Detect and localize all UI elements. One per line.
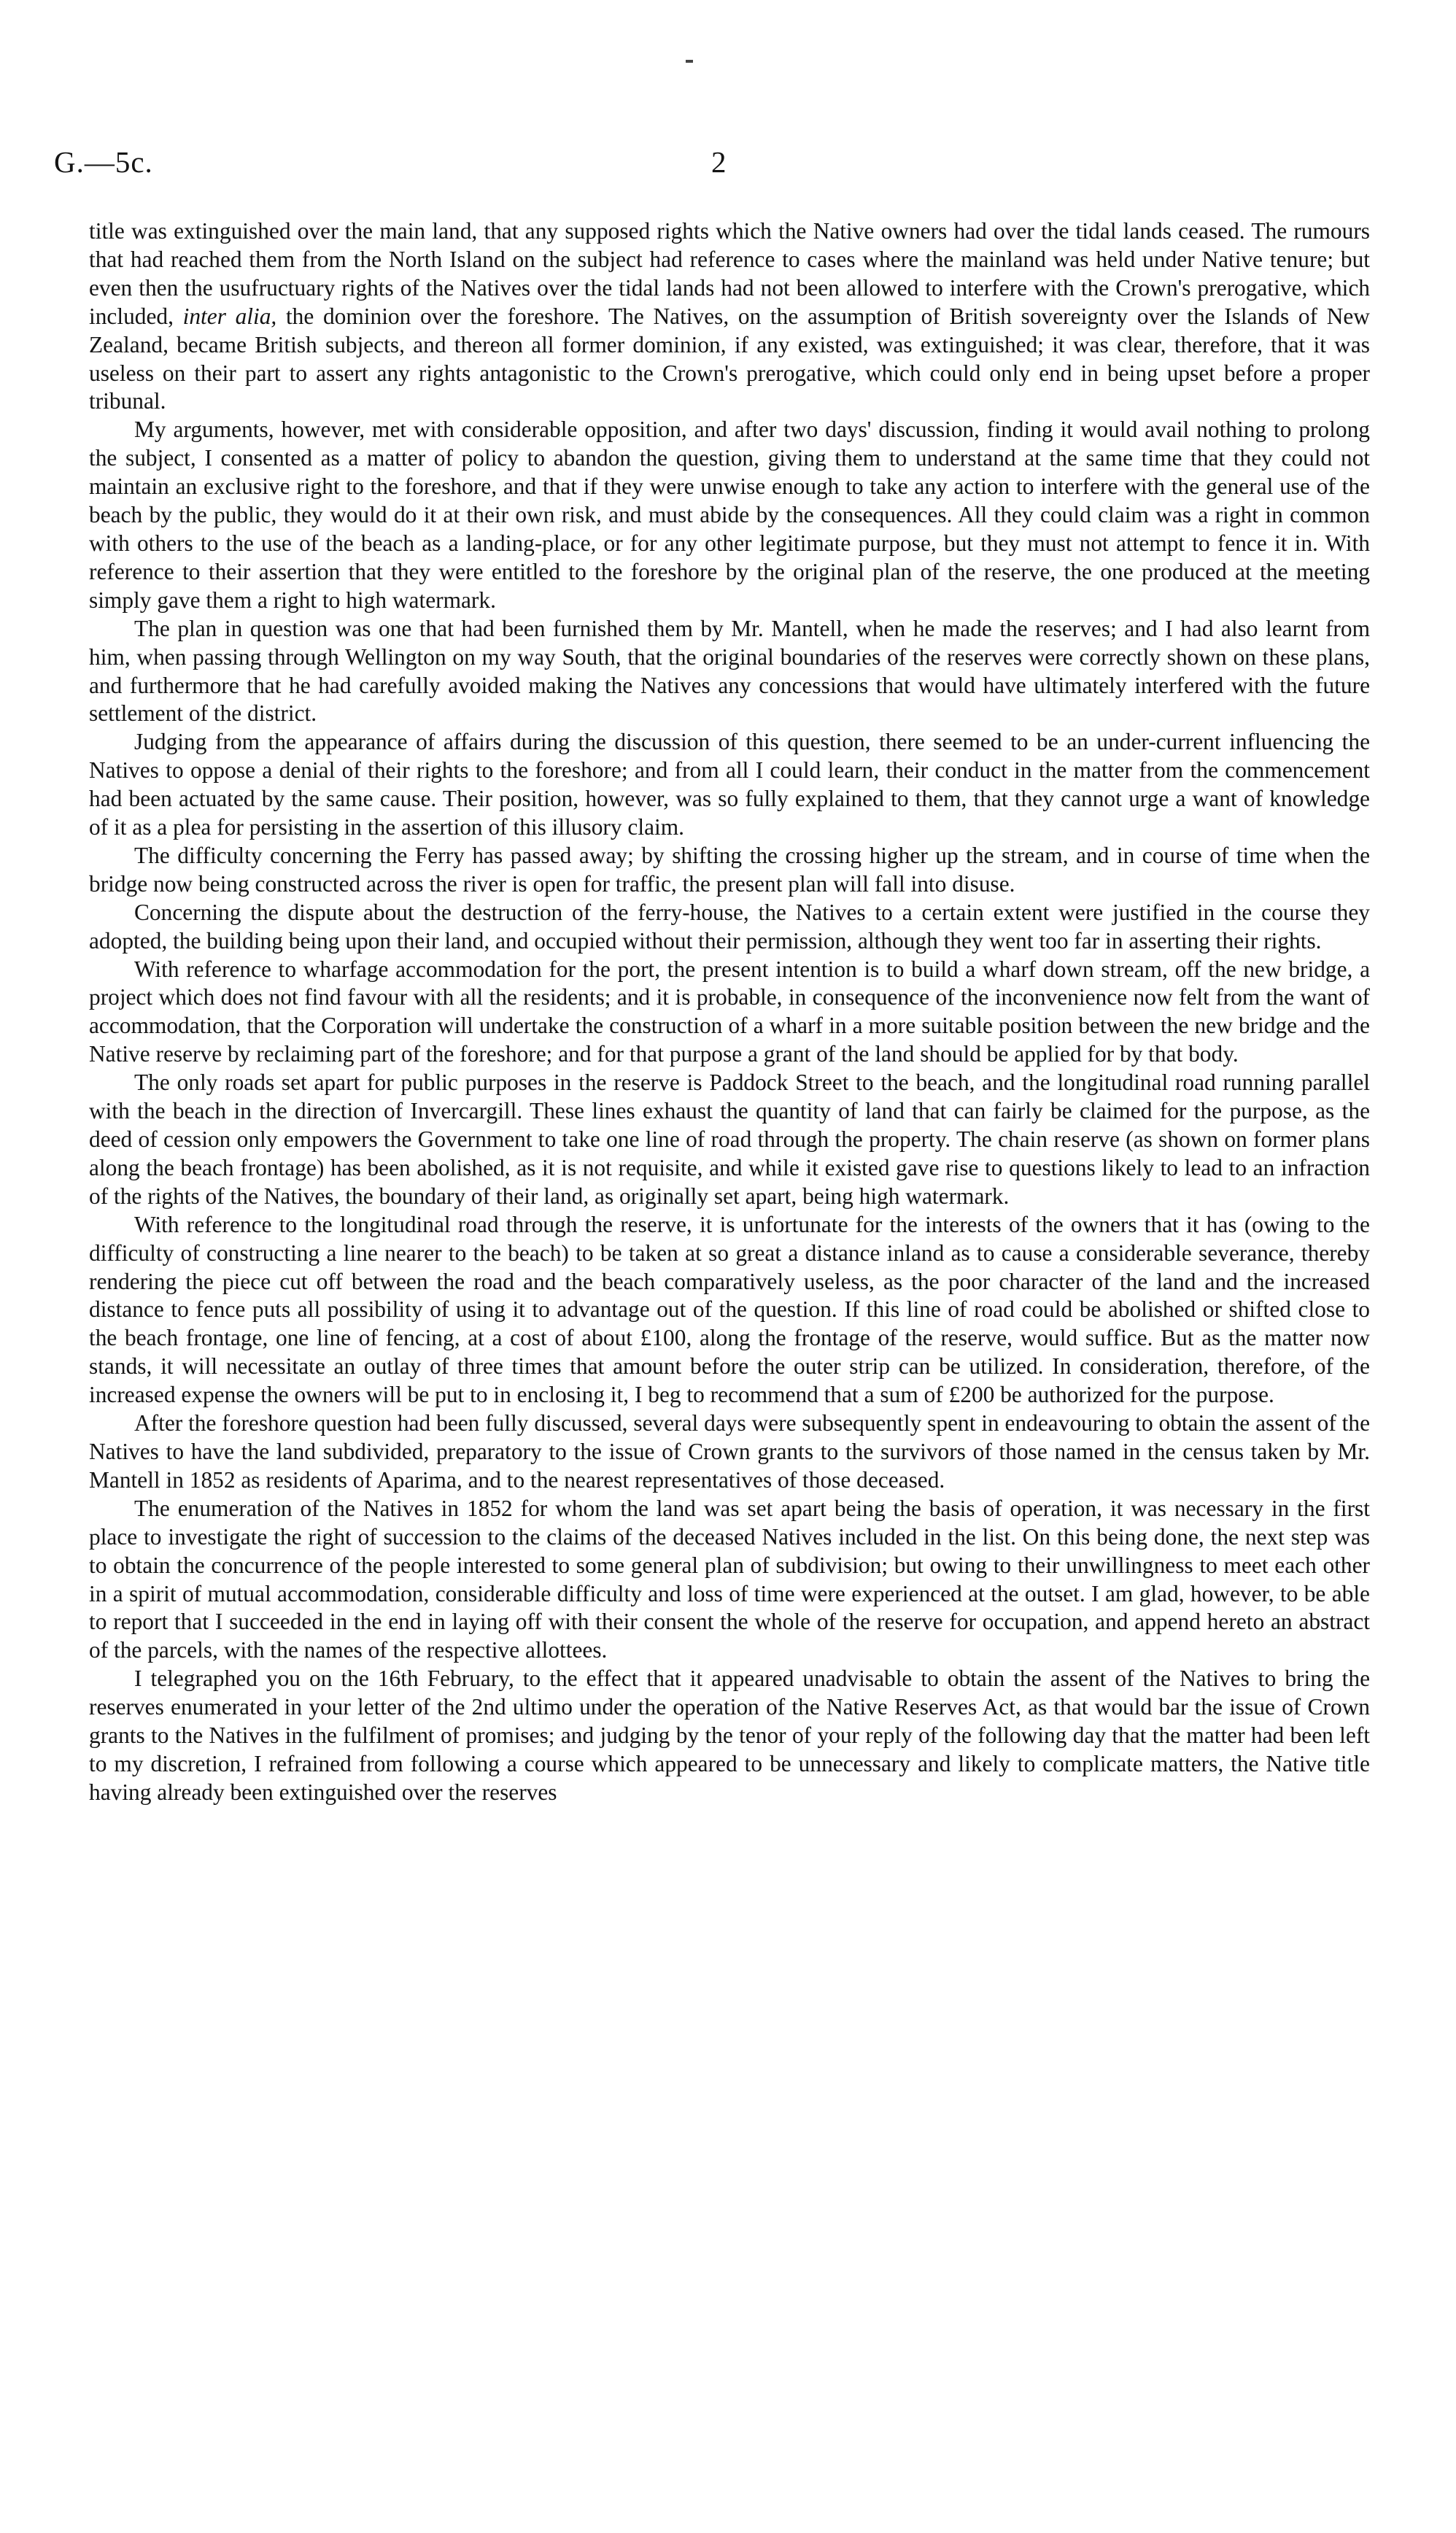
paragraph: Judging from the appearance of affairs during the discussion of this question, there seemed to be an under-current influencing the Natives to oppose a denial of their rights to the foreshore; and from all I could learn, their conduct in the matter from the commencement had been actuated by the same cause. Their position, however, was so fully explained to them, that they cannot urge a want of knowledge of it as a plea for persisting in the assertion of this illusory claim. (89, 729, 1370, 840)
paragraph-continuation: title was extinguished over the main land, that any supposed rights which the Native owners had over the tidal lands ceased. The rumours that had reached them from the North Island on the subject had reference to cases where the mainland was held under Native tenure; but even then the usufructuary rights of the Natives over the tidal lands had not been allowed to interfere with the Crown's prerogative, which included, inter alia, the dominion over the foreshore. The Natives, on the assumption of British sovereignty over the Islands of New Zealand, became British subjects, and thereon all former dominion, if any existed, was extinguished; it was clear, therefore, that it was useless on their part to assert any rights antagonistic to the Crown's prerogative, which could only end in being upset before a proper tribunal. (89, 218, 1370, 414)
paragraph: With reference to the longitudinal road through the reserve, it is unfortunate for the interests of the owners that it has (owing to the difficulty of constructing a line nearer to the beach) to be taken at so great a distance inland as to cause a considerable severance, thereby rendering the piece cut off between the road and the beach comparatively useless, as the poor character of the land and the increased distance to fence puts all possibility of using it to advantage out of the question. If this line of road could be abolished or shifted close to the beach frontage, one line of fencing, at a cost of about £100, along the frontage of the reserve, would suffice. But as the matter now stands, it will necessitate an outlay of three times that amount before the outer strip can be utilized. In consideration, therefore, of the increased expense the owners will be put to in enclosing it, I beg to recommend that a sum of £200 be authorized for the purpose. (89, 1211, 1370, 1408)
document-reference: G.—5c. (54, 145, 153, 179)
print-mark (686, 60, 693, 63)
page-header (0, 144, 1456, 188)
paragraph: Concerning the dispute about the destruction of the ferry-house, the Natives to a certain extent were justified in the course they adopted, the building being upon their land, and occupied without their permission, although they went too far in asserting their rights. (89, 899, 1370, 954)
paragraph: The enumeration of the Natives in 1852 for whom the land was set apart being the basis of operation, it was necessary in the first place to investigate the right of succession to the claims of the deceased Natives included in the list. On this being done, the next step was to obtain the concurrence of the people interested to some general plan of subdivision; but owing to their unwillingness to meet each other in a spirit of mutual accommodation, considerable difficulty and loss of time were experienced at the outset. I am glad, however, to be able to report that I succeeded in the end in laying off with their consent the whole of the reserve for occupation, and append hereto an abstract of the parcels, with the names of the respective allottees. (89, 1495, 1370, 1663)
paragraph: The difficulty concerning the Ferry has passed away; by shifting the crossing higher up the stream, and in course of time when the bridge now being constructed across the river is open for traffic, the present plan will fall into disuse. (89, 842, 1370, 897)
paragraph: I telegraphed you on the 16th February, to the effect that it appeared unadvisable to obtain the assent of the Natives to bring the reserves enumerated in your letter of the 2nd ultimo under the operation of the Native Reserves Act, as that would bar the issue of Crown grants to the Natives in the fulfilment of promises; and judging by the tenor of your reply of the following day that the matter had been left to my discretion, I refrained from following a course which appeared to be unnecessary and likely to complicate matters, the Native title having already been extinguished over the reserves (89, 1666, 1370, 1805)
page-number: 2 (711, 145, 727, 179)
paragraph: With reference to wharfage accommodation for the port, the present intention is to build a wharf down stream, off the new bridge, a project which does not find favour with all the residents; and it is probable, in consequence of the inconvenience now felt from the want of accommodation, that the Corporation will undertake the construction of a wharf in a more suitable position between the new bridge and the Native reserve by reclaiming part of the foreshore; and for that purpose a grant of the land should be applied for by that body. (89, 956, 1370, 1067)
paragraph: The only roads set apart for public purposes in the reserve is Paddock Street to the beach, and the longitudinal road running parallel with the beach in the direction of Invercargill. These lines exhaust the quantity of land that can fairly be claimed for the purpose, as the deed of cession only empowers the Government to take one line of road through the property. The chain reserve (as shown on former plans along the beach frontage) has been abolished, as it is not requisite, and while it existed gave rise to questions likely to lead to an infraction of the rights of the Natives, the boundary of their land, as originally set apart, being high watermark. (89, 1070, 1370, 1209)
latin-phrase: inter alia, (182, 303, 277, 329)
paragraph: The plan in question was one that had been furnished them by Mr. Mantell, when he made the reserves; and I had also learnt from him, when passing through Wellington on my way South, that the original boundaries of the reserves were correctly shown on these plans, and furthermore that he had carefully avoided making the Natives any concessions that would have ultimately interfered with the future settlement of the district. (89, 615, 1370, 727)
body-text (89, 217, 1370, 1807)
paragraph: My arguments, however, met with considerable opposition, and after two days' discussion, finding it would avail nothing to prolong the subject, I consented as a matter of policy to abandon the question, giving them to understand at the same time that they could not maintain an exclusive right to the foreshore, and that if they were unwise enough to take any action to interfere with the general use of the beach by the public, they would do it at their own risk, and must abide by the consequences. All they could claim was a right in common with others to the use of the beach as a landing-place, or for any other legitimate purpose, but they must not attempt to fence it in. With reference to their assertion that they were entitled to the foreshore by the original plan of the reserve, the one produced at the meeting simply gave them a right to high watermark. (89, 417, 1370, 613)
paragraph: After the foreshore question had been fully discussed, several days were subsequently spent in endeavouring to obtain the assent of the Natives to have the land subdivided, preparatory to the issue of Crown grants to the survivors of those named in the census taken by Mr. Mantell in 1852 as residents of Aparima, and to the nearest representatives of those deceased. (89, 1410, 1370, 1493)
